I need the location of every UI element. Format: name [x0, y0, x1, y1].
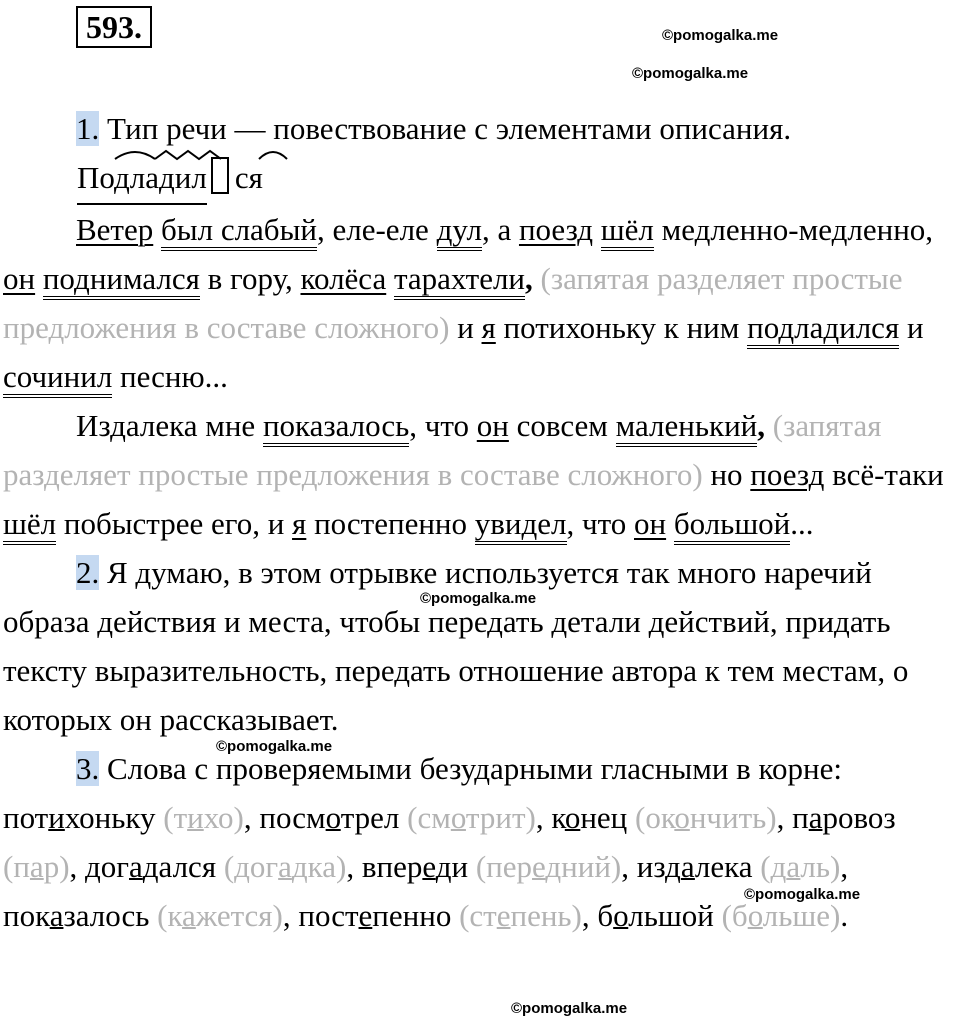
- text-run: побыстрее его, и: [56, 506, 293, 541]
- text-run: и: [48, 800, 65, 835]
- text-run: , посм: [243, 800, 326, 835]
- gray-note: трит): [465, 800, 536, 835]
- text-run: ,: [757, 408, 765, 443]
- text-run: [533, 261, 541, 296]
- gray-note: о: [450, 800, 466, 835]
- predicate-word: поднимался: [43, 261, 200, 300]
- task3-number: 3.: [76, 751, 100, 786]
- text-run: [35, 261, 43, 296]
- text-run: всё-таки: [824, 457, 944, 492]
- task2-number: 2.: [76, 555, 100, 590]
- subject-word: я: [481, 310, 496, 345]
- gray-note: е: [496, 898, 511, 933]
- gray-note: (ок: [635, 800, 675, 835]
- text-run: о: [564, 800, 581, 835]
- text-run: хоньку: [64, 800, 164, 835]
- predicate-word: был слабый: [161, 212, 317, 251]
- text-run: , дог: [69, 849, 130, 884]
- gray-note: а: [29, 849, 44, 884]
- text-run: , пост: [282, 898, 359, 933]
- text-run: лека: [694, 849, 761, 884]
- gray-note: (п: [3, 849, 30, 884]
- text-run: а: [49, 898, 64, 933]
- subject-word: Ветер: [76, 212, 154, 247]
- gray-note: (т: [163, 800, 188, 835]
- text-run: но: [702, 457, 751, 492]
- text-run: а: [808, 800, 823, 835]
- gray-note: жется): [195, 898, 283, 933]
- text-run: , б: [581, 898, 614, 933]
- gray-note: (запятая разделяет простые предложения в составе сложного): [3, 261, 903, 345]
- predicate-word: сочинил: [3, 359, 112, 398]
- gray-note: (к: [157, 898, 183, 933]
- text-run: о: [325, 800, 341, 835]
- task1-type-text: Тип речи — повествование с элементами описания.: [99, 111, 792, 146]
- gray-note: пень): [510, 898, 582, 933]
- text-run: и: [899, 310, 924, 345]
- subject-word: он: [476, 408, 509, 443]
- subject-word: поезд: [518, 212, 594, 247]
- text-run: потихоньку к ним: [495, 310, 748, 345]
- text-run: ди: [435, 849, 476, 884]
- morpheme-parse-line: [3, 153, 957, 205]
- predicate-word: дул: [437, 212, 482, 251]
- text-run: совсем: [508, 408, 616, 443]
- subject-word: я: [292, 506, 307, 541]
- predicate-word: маленький: [616, 408, 758, 447]
- text-run: , пок: [3, 849, 849, 933]
- gray-note: а: [786, 849, 801, 884]
- gray-note: (ст: [459, 898, 497, 933]
- text-run: , что: [566, 506, 634, 541]
- text-run: песню...: [112, 359, 228, 394]
- text-run: .: [840, 898, 849, 933]
- task3-paragraph: [3, 744, 957, 940]
- watermark: ©pomogalka.me: [216, 738, 333, 755]
- gray-note: нчить): [689, 800, 777, 835]
- predicate-word: показалось: [263, 408, 409, 447]
- text-run: , изд: [621, 849, 681, 884]
- text-run: постепенно: [306, 506, 475, 541]
- text-run: о: [613, 898, 629, 933]
- text-run: , а: [481, 212, 519, 247]
- gray-note: дний): [545, 849, 622, 884]
- task1-sentence-2: [3, 401, 957, 548]
- morph-postfix: ся: [234, 160, 263, 195]
- task2-text: Я думаю, в этом отрывке используется так много наречий образа действия и места, чтобы передать детали действий, придать тексту выразительность, передать отношение автора к тем местам, о которых он рассказывает.: [3, 555, 909, 737]
- subject-word: поезд: [750, 457, 825, 492]
- gray-note: хо): [203, 800, 244, 835]
- predicate-word: шёл: [3, 506, 56, 545]
- predicate-word: увидел: [475, 506, 567, 545]
- text-run: Издалека мне: [76, 408, 263, 443]
- text-run: залось: [63, 898, 158, 933]
- gray-note: (запятая разделяет простые предложения в составе сложного): [3, 408, 882, 492]
- text-run: медленно-медленно,: [653, 212, 934, 247]
- morpheme-parse: [77, 153, 263, 205]
- subject-word: колёса: [300, 261, 387, 296]
- gray-note: (б: [721, 898, 748, 933]
- morph-word: Подладил: [77, 153, 207, 205]
- subject-word: он: [634, 506, 667, 541]
- gray-note: (д: [760, 849, 787, 884]
- predicate-word: подладился: [747, 310, 899, 349]
- text-run: ровоз: [822, 800, 896, 835]
- text-run: Слова с проверяемыми безударными гласными в корне: пот: [3, 751, 843, 835]
- gray-note: а: [278, 849, 292, 884]
- gray-note: (пер: [475, 849, 533, 884]
- watermark: ©pomogalka.me: [632, 65, 749, 82]
- text-run: и: [449, 310, 482, 345]
- text-run: , что: [409, 408, 477, 443]
- watermark: ©pomogalka.me: [420, 590, 537, 607]
- watermark: ©pomogalka.me: [511, 1000, 628, 1017]
- task1-sentence-1: [3, 205, 957, 401]
- text-run: [765, 408, 773, 443]
- text-run: ...: [790, 506, 814, 541]
- text-run: , впер: [346, 849, 423, 884]
- text-run: [153, 212, 161, 247]
- text-run: дался: [142, 849, 224, 884]
- watermark: ©pomogalka.me: [662, 27, 779, 44]
- predicate-word: большой: [674, 506, 790, 545]
- gray-note: (дог: [223, 849, 279, 884]
- text-run: льшой: [628, 898, 722, 933]
- text-run: , п: [776, 800, 809, 835]
- text-run: е: [422, 849, 436, 884]
- text-run: [386, 261, 394, 296]
- text-run: е: [358, 898, 373, 933]
- gray-note: р): [43, 849, 70, 884]
- exercise-number: 593.: [76, 6, 152, 48]
- text-run: а: [129, 849, 143, 884]
- gray-note: е: [532, 849, 546, 884]
- gray-note: (см: [407, 800, 451, 835]
- gray-note: а: [182, 898, 196, 933]
- task2-paragraph: [3, 548, 957, 744]
- task1-number: 1.: [76, 111, 100, 146]
- watermark: ©pomogalka.me: [744, 886, 861, 903]
- predicate-word: тарахтели: [394, 261, 525, 300]
- gray-note: о: [747, 898, 763, 933]
- exercise-content: [3, 104, 957, 940]
- gray-note: дка): [291, 849, 347, 884]
- gray-note: ль): [800, 849, 841, 884]
- text-run: а: [680, 849, 695, 884]
- text-run: пенно: [372, 898, 460, 933]
- text-run: нец: [580, 800, 636, 835]
- text-run: , еле-еле: [317, 212, 437, 247]
- subject-word: он: [3, 261, 36, 296]
- predicate-word: шёл: [601, 212, 654, 251]
- text-run: [666, 506, 674, 541]
- text-run: в гору,: [199, 261, 301, 296]
- text-run: , к: [535, 800, 565, 835]
- gray-note: о: [674, 800, 690, 835]
- text-run: трел: [340, 800, 408, 835]
- morpheme-marks: [77, 145, 292, 165]
- gray-note: и: [187, 800, 204, 835]
- gray-note: льше): [762, 898, 841, 933]
- text-run: ,: [525, 261, 533, 296]
- text-run: [593, 212, 601, 247]
